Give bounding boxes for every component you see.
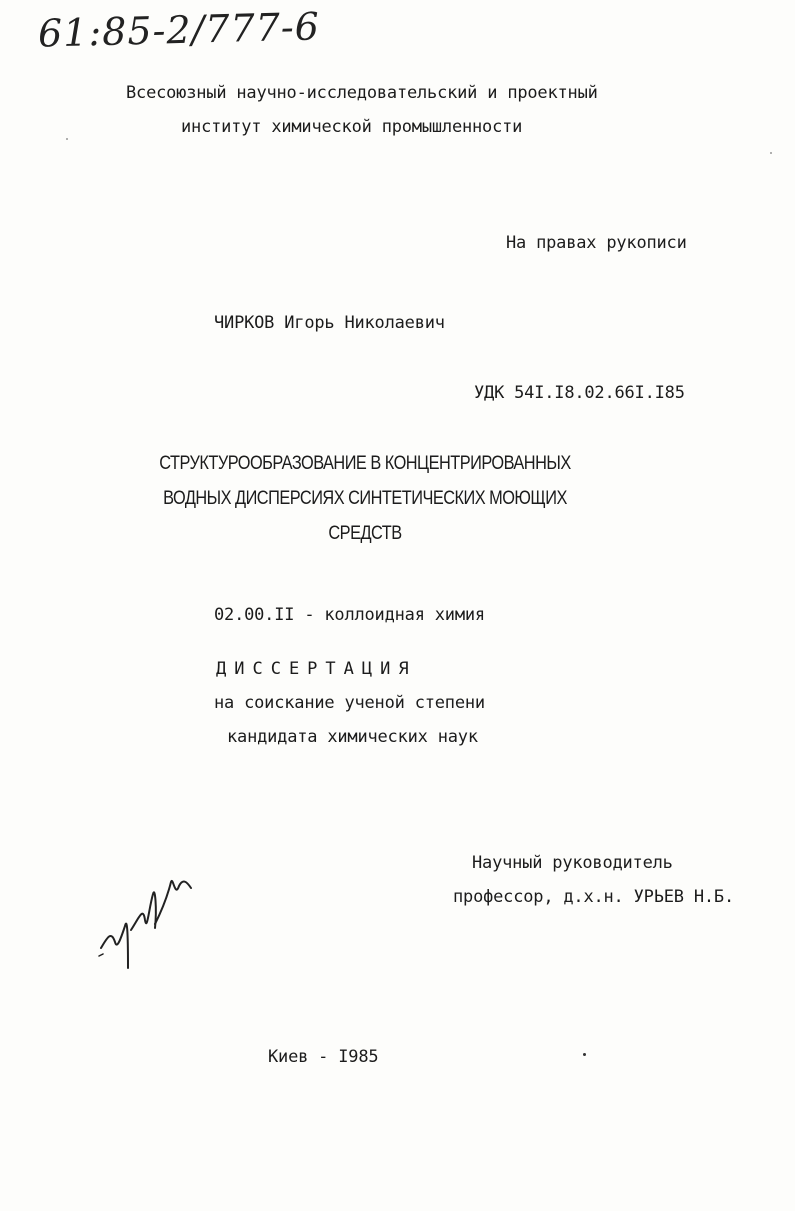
manuscript-rights: На правах рукописи bbox=[506, 233, 687, 253]
author-name: ЧИРКОВ Игорь Николаевич bbox=[214, 313, 445, 333]
supervisor-label: Научный руководитель bbox=[472, 853, 673, 873]
paper-speck bbox=[583, 1053, 586, 1056]
supervisor-name: профессор, д.х.н. УРЬЕВ Н.Б. bbox=[453, 887, 734, 907]
title-line-2: ВОДНЫХ ДИСПЕРСИЯХ СИНТЕТИЧЕСКИХ МОЮЩИХ bbox=[163, 488, 567, 509]
institution-line-1: Всесоюзный научно-исследовательский и проектный bbox=[126, 83, 598, 103]
paper-speck bbox=[66, 138, 68, 140]
place-and-year: Киев - I985 bbox=[268, 1047, 379, 1067]
degree-line-1: на соискание ученой степени bbox=[214, 693, 485, 713]
paper-speck bbox=[770, 152, 772, 154]
signature-icon bbox=[95, 868, 215, 978]
title-line-3: СРЕДСТВ bbox=[328, 523, 402, 544]
specialty-code: 02.00.II - коллоидная химия bbox=[214, 605, 485, 625]
degree-line-2: кандидата химических наук bbox=[227, 727, 478, 747]
handwritten-archive-code: 61:85-2/777-6 bbox=[37, 4, 321, 56]
udc-code: УДК 54I.I8.02.66I.I85 bbox=[474, 383, 685, 403]
institution-line-2: институт химической промышленности bbox=[181, 117, 523, 137]
document-type-heading: ДИССЕРТАЦИЯ bbox=[216, 659, 417, 679]
title-line-1: СТРУКТУРООБРАЗОВАНИЕ В КОНЦЕНТРИРОВАННЫХ bbox=[159, 453, 571, 474]
